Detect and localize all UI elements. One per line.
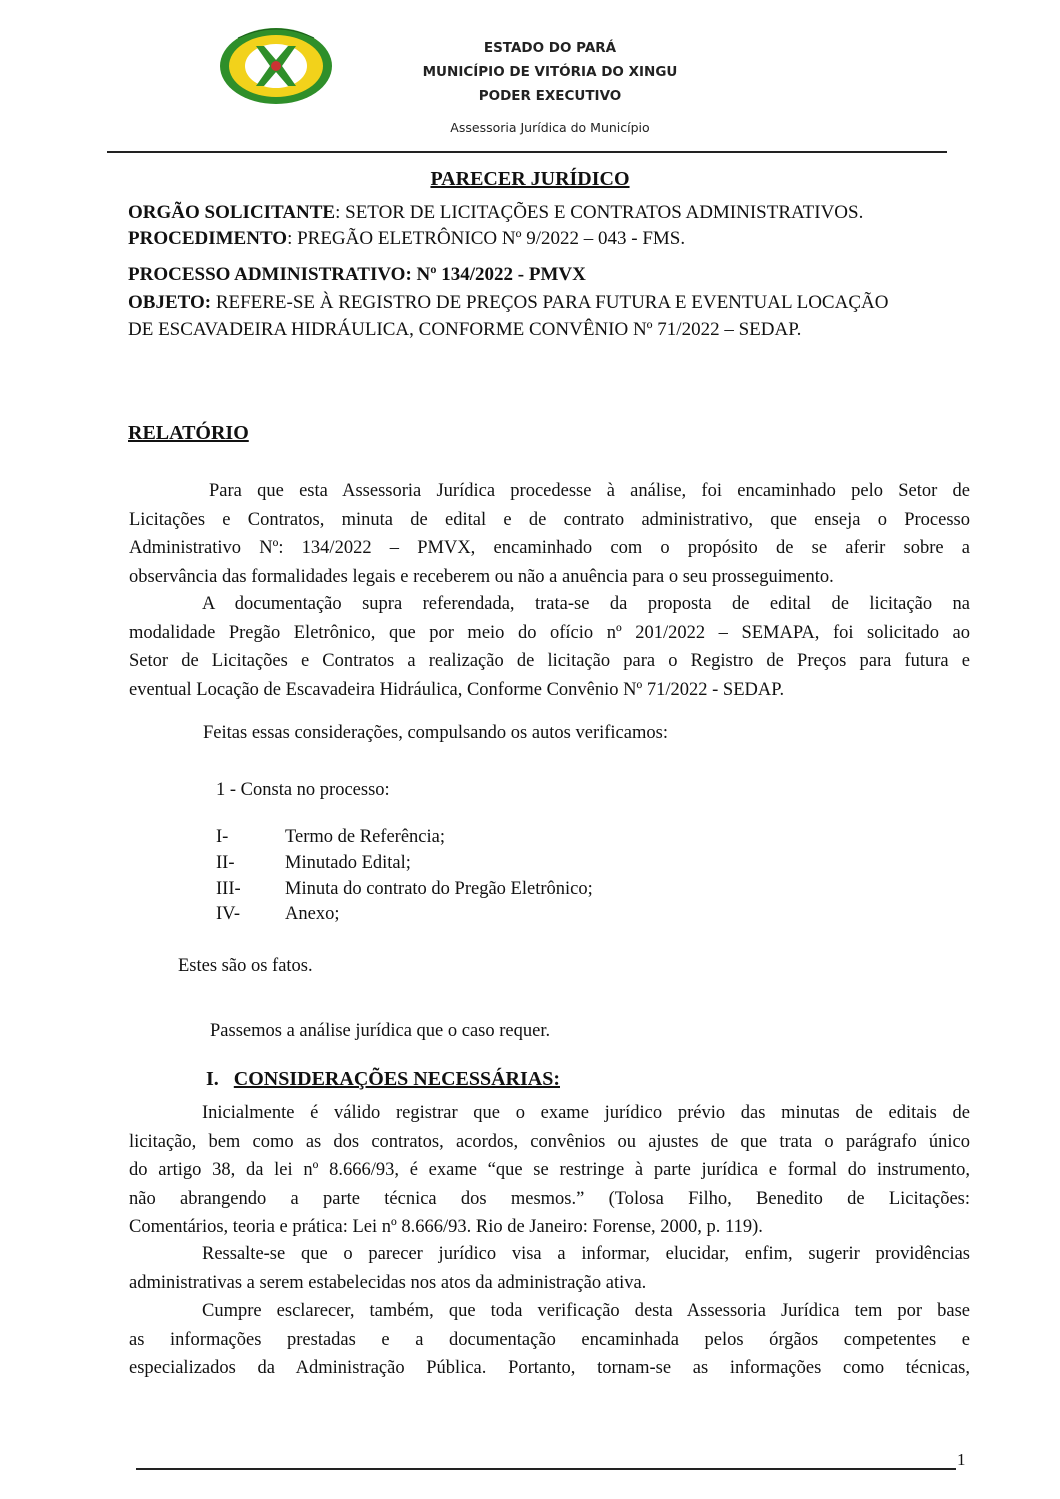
text-line: Administrativo Nº: 134/2022 – PMVX, encaminhado com o propósito de se aferir sobre a: [129, 538, 970, 558]
procedimento-value: : PREGÃO ELETRÔNICO Nº 9/2022 – 043 - FMS.: [287, 228, 686, 249]
header-divider: [107, 151, 947, 153]
relatorio-heading: RELATÓRIO: [128, 422, 249, 444]
list-item-text: Minutado Edital;: [285, 853, 411, 873]
text-line: observância das formalidades legais e receberem ou não a anuência para o seu prosseguimento.: [129, 566, 834, 587]
orgao-label: ORGÃO SOLICITANTE: [128, 202, 336, 223]
list-item-number: III-: [216, 879, 241, 899]
text-line: do artigo 38, da lei nº 8.666/93, é exame “que se restringe à parte jurídica e formal do instrumento,: [129, 1160, 970, 1180]
orgao-line: [128, 202, 863, 224]
list-item-number: IV-: [216, 904, 240, 924]
text-line: não abrangendo a parte técnica dos mesmos.” (Tolosa Filho, Benedito de Licitações:: [129, 1188, 970, 1209]
objeto-text-2: DE ESCAVADEIRA HIDRÁULICA, CONFORME CONVÊNIO Nº 71/2022 – SEDAP.: [128, 319, 802, 340]
text-line: Setor de Licitações e Contratos a realização de licitação para o Registro de Preços para futura e: [129, 651, 970, 671]
list-item-number: I-: [216, 827, 229, 847]
section-1-title: CONSIDERAÇÕES NECESSÁRIAS:: [233, 1068, 560, 1090]
list-item-text: Minuta do contrato do Pregão Eletrônico;: [285, 879, 593, 899]
text-line: Inicialmente é válido registrar que o exame jurídico prévio das minutas de editais de: [202, 1103, 970, 1123]
text-line: as informações prestadas e a documentação encaminhada pelos órgãos competentes e: [129, 1329, 970, 1350]
list-item-number: II-: [216, 853, 235, 873]
procedimento-label: PROCEDIMENTO: [128, 228, 288, 249]
footer-divider: [136, 1468, 956, 1470]
text-line: A documentação supra referendada, trata-se da proposta de edital de licitação na: [202, 594, 970, 614]
orgao-value: : SETOR DE LICITAÇÕES E CONTRATOS ADMINISTRATIVOS.: [335, 202, 864, 223]
procedimento-line: [128, 228, 685, 250]
text-line: especializados da Administração Pública. Portanto, tornam-se as informações como técnicas,: [129, 1358, 970, 1378]
municipal-logo: [218, 26, 334, 106]
list-item-text: Anexo;: [285, 904, 340, 924]
relatorio-paragraph-2: [129, 590, 970, 704]
text-line: Para que esta Assessoria Jurídica procedesse à análise, foi encaminhado pelo Setor de: [209, 481, 970, 501]
text-line: Cumpre esclarecer, também, que toda verificação desta Assessoria Jurídica tem por base: [202, 1301, 970, 1321]
page-number: 1: [957, 1450, 966, 1469]
objeto-line: [128, 292, 888, 314]
header-executive: PODER EXECUTIVO: [478, 88, 622, 104]
header-state: ESTADO DO PARÁ: [483, 40, 617, 56]
text-line: licitação, bem como as dos contratos, acordos, convênios ou ajustes de que trata o parágrafo único: [129, 1131, 970, 1152]
passemos-line: Passemos a análise jurídica que o caso requer.: [210, 1021, 551, 1041]
processo-administrativo: PROCESSO ADMINISTRATIVO: Nº 134/2022 - PMVX: [128, 264, 586, 285]
section-1-number: I.: [206, 1068, 219, 1090]
section-1-paragraph-1: [129, 1099, 970, 1242]
objeto-text-1: REFERE-SE À REGISTRO DE PREÇOS PARA FUTURA E EVENTUAL LOCAÇÃO: [211, 292, 889, 313]
text-line: administrativas a serem estabelecidas nos atos da administração ativa.: [129, 1272, 647, 1293]
text-line: Comentários, teoria e prática: Lei nº 8.666/93. Rio de Janeiro: Forense, 2000, p. 119).: [129, 1217, 763, 1237]
text-line: eventual Locação de Escavadeira Hidráulica, Conforme Convênio Nº 71/2022 - SEDAP.: [129, 679, 785, 700]
section-1-heading: [206, 1068, 560, 1090]
header-municipality: MUNICÍPIO DE VITÓRIA DO XINGU: [422, 64, 678, 80]
section-1-paragraph-2: [129, 1240, 970, 1297]
document-title: PARECER JURÍDICO: [430, 168, 630, 190]
consta-heading: 1 - Consta no processo:: [216, 780, 390, 800]
text-line: Ressalte-se que o parecer jurídico visa a informar, elucidar, enfim, sugerir providências: [202, 1244, 970, 1264]
objeto-label: OBJETO:: [128, 292, 212, 313]
header-legal-office: Assessoria Jurídica do Município: [450, 120, 650, 135]
relatorio-paragraph-3: Feitas essas considerações, compulsando os autos verificamos:: [203, 723, 668, 743]
text-line: modalidade Pregão Eletrônico, que por meio do ofício nº 201/2022 – SEMAPA, foi solicitado ao: [129, 622, 970, 643]
fatos-line: Estes são os fatos.: [178, 956, 313, 976]
list-item-text: Termo de Referência;: [285, 827, 445, 847]
section-1-paragraph-3: [129, 1297, 970, 1383]
text-line: Licitações e Contratos, minuta de edital e de contrato administrativo, que enseja o Processo: [129, 509, 970, 530]
relatorio-paragraph-1: [129, 477, 970, 591]
